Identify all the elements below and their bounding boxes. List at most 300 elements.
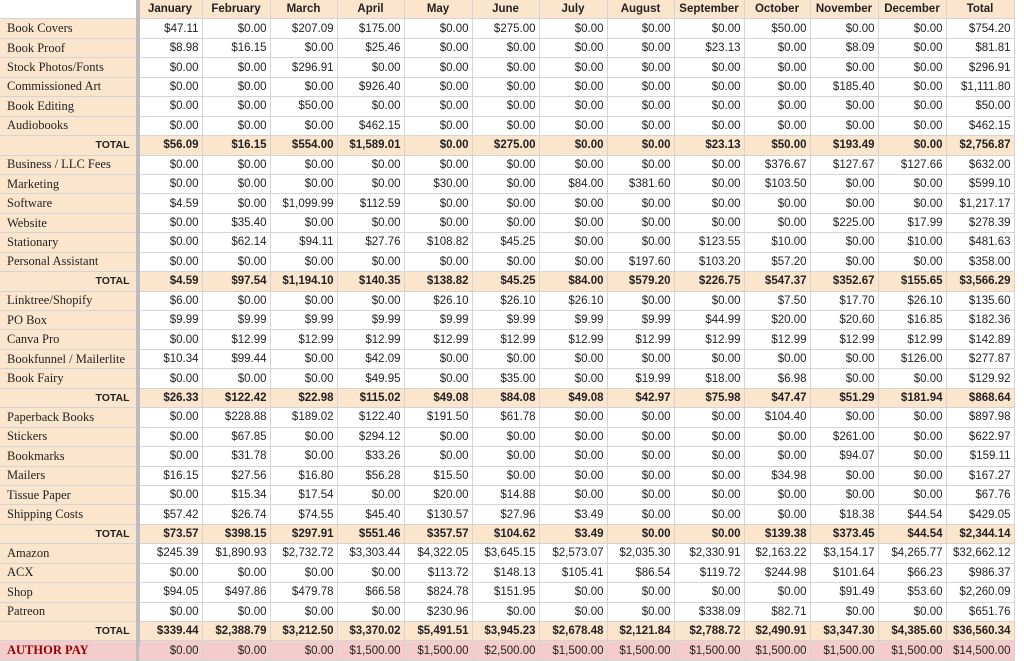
value-cell[interactable]: $148.13 xyxy=(472,563,539,582)
value-cell[interactable]: $0.00 xyxy=(674,58,744,77)
row-label-cell[interactable]: Marketing xyxy=(0,174,137,193)
value-cell[interactable]: $26.10 xyxy=(404,291,472,310)
value-cell[interactable]: $3.49 xyxy=(539,505,607,524)
value-cell[interactable]: $12.99 xyxy=(539,330,607,349)
value-cell[interactable]: $0.00 xyxy=(878,116,946,135)
value-cell[interactable]: $20.00 xyxy=(744,311,810,330)
value-cell[interactable]: $12.99 xyxy=(878,330,946,349)
value-cell[interactable]: $0.00 xyxy=(404,116,472,135)
value-cell[interactable]: $0.00 xyxy=(744,447,810,466)
value-cell[interactable]: $18.00 xyxy=(674,369,744,388)
value-cell[interactable]: $2,678.48 xyxy=(539,622,607,641)
value-cell[interactable]: $49.95 xyxy=(337,369,404,388)
value-cell[interactable]: $0.00 xyxy=(810,174,878,193)
value-cell[interactable]: $0.00 xyxy=(472,447,539,466)
value-cell[interactable]: $17.70 xyxy=(810,291,878,310)
value-cell[interactable]: $0.00 xyxy=(607,447,674,466)
value-cell[interactable]: $94.11 xyxy=(270,233,337,252)
value-cell[interactable]: $7.50 xyxy=(744,291,810,310)
value-cell[interactable]: $0.00 xyxy=(202,602,270,621)
value-cell[interactable]: $0.00 xyxy=(539,602,607,621)
row-label-cell[interactable]: TOTAL xyxy=(0,272,137,291)
value-cell[interactable]: $0.00 xyxy=(472,97,539,116)
value-cell[interactable]: $12.99 xyxy=(404,330,472,349)
value-cell[interactable]: $0.00 xyxy=(404,136,472,155)
value-cell[interactable]: $0.00 xyxy=(539,485,607,504)
value-cell[interactable]: $18.38 xyxy=(810,505,878,524)
value-cell[interactable]: $0.00 xyxy=(137,330,202,349)
row-total-cell[interactable]: $135.60 xyxy=(946,291,1014,310)
value-cell[interactable]: $0.00 xyxy=(539,427,607,446)
value-cell[interactable]: $44.99 xyxy=(674,311,744,330)
value-cell[interactable]: $84.00 xyxy=(539,272,607,291)
value-cell[interactable]: $0.00 xyxy=(539,233,607,252)
value-cell[interactable]: $926.40 xyxy=(337,77,404,96)
value-cell[interactable]: $0.00 xyxy=(674,174,744,193)
value-cell[interactable]: $23.13 xyxy=(674,38,744,57)
value-cell[interactable]: $0.00 xyxy=(878,77,946,96)
value-cell[interactable]: $112.59 xyxy=(337,194,404,213)
row-total-cell[interactable]: $429.05 xyxy=(946,505,1014,524)
value-cell[interactable]: $122.42 xyxy=(202,388,270,407)
value-cell[interactable]: $0.00 xyxy=(137,116,202,135)
value-cell[interactable]: $17.99 xyxy=(878,213,946,232)
value-cell[interactable]: $0.00 xyxy=(878,427,946,446)
value-cell[interactable]: $122.40 xyxy=(337,408,404,427)
value-cell[interactable]: $57.20 xyxy=(744,252,810,271)
value-cell[interactable]: $189.02 xyxy=(270,408,337,427)
value-cell[interactable]: $44.54 xyxy=(878,505,946,524)
value-cell[interactable]: $97.54 xyxy=(202,272,270,291)
value-cell[interactable]: $1,500.00 xyxy=(878,641,946,660)
value-cell[interactable]: $73.57 xyxy=(137,524,202,543)
value-cell[interactable]: $91.49 xyxy=(810,583,878,602)
value-cell[interactable]: $0.00 xyxy=(270,213,337,232)
value-cell[interactable]: $1,500.00 xyxy=(810,641,878,660)
row-total-cell[interactable]: $142.89 xyxy=(946,330,1014,349)
value-cell[interactable]: $3,212.50 xyxy=(270,622,337,641)
value-cell[interactable]: $2,121.84 xyxy=(607,622,674,641)
value-cell[interactable]: $0.00 xyxy=(404,427,472,446)
value-cell[interactable]: $3,154.17 xyxy=(810,544,878,563)
month-header-cell[interactable]: February xyxy=(202,0,270,19)
frozen-column-divider[interactable] xyxy=(137,0,140,646)
value-cell[interactable]: $45.25 xyxy=(472,233,539,252)
value-cell[interactable]: $12.99 xyxy=(337,330,404,349)
value-cell[interactable]: $0.00 xyxy=(539,369,607,388)
value-cell[interactable]: $245.39 xyxy=(137,544,202,563)
row-total-cell[interactable]: $622.97 xyxy=(946,427,1014,446)
row-label-cell[interactable]: Software xyxy=(0,194,137,213)
row-total-cell[interactable]: $32,662.12 xyxy=(946,544,1014,563)
value-cell[interactable]: $0.00 xyxy=(539,155,607,174)
value-cell[interactable]: $0.00 xyxy=(607,19,674,38)
row-label-cell[interactable]: Shipping Costs xyxy=(0,505,137,524)
value-cell[interactable]: $0.00 xyxy=(878,38,946,57)
row-total-cell[interactable]: $481.63 xyxy=(946,233,1014,252)
value-cell[interactable]: $0.00 xyxy=(202,97,270,116)
value-cell[interactable]: $0.00 xyxy=(337,252,404,271)
value-cell[interactable]: $138.82 xyxy=(404,272,472,291)
value-cell[interactable]: $9.99 xyxy=(539,311,607,330)
value-cell[interactable]: $0.00 xyxy=(472,58,539,77)
value-cell[interactable]: $0.00 xyxy=(674,213,744,232)
row-total-cell[interactable]: $277.87 xyxy=(946,349,1014,368)
value-cell[interactable]: $27.76 xyxy=(337,233,404,252)
value-cell[interactable]: $230.96 xyxy=(404,602,472,621)
value-cell[interactable]: $127.66 xyxy=(878,155,946,174)
value-cell[interactable]: $197.60 xyxy=(607,252,674,271)
value-cell[interactable]: $0.00 xyxy=(270,174,337,193)
row-total-cell[interactable]: $3,566.29 xyxy=(946,272,1014,291)
value-cell[interactable]: $20.00 xyxy=(404,485,472,504)
value-cell[interactable]: $175.00 xyxy=(337,19,404,38)
value-cell[interactable]: $191.50 xyxy=(404,408,472,427)
row-total-cell[interactable]: $36,560.34 xyxy=(946,622,1014,641)
value-cell[interactable]: $275.00 xyxy=(472,136,539,155)
value-cell[interactable]: $0.00 xyxy=(472,174,539,193)
value-cell[interactable]: $2,330.91 xyxy=(674,544,744,563)
value-cell[interactable]: $10.34 xyxy=(137,349,202,368)
row-total-cell[interactable]: $897.98 xyxy=(946,408,1014,427)
value-cell[interactable]: $0.00 xyxy=(878,19,946,38)
value-cell[interactable]: $0.00 xyxy=(270,155,337,174)
value-cell[interactable]: $47.47 xyxy=(744,388,810,407)
row-total-cell[interactable]: $278.39 xyxy=(946,213,1014,232)
value-cell[interactable]: $0.00 xyxy=(539,194,607,213)
value-cell[interactable]: $357.57 xyxy=(404,524,472,543)
value-cell[interactable]: $57.42 xyxy=(137,505,202,524)
value-cell[interactable]: $8.98 xyxy=(137,38,202,57)
row-total-cell[interactable]: $81.81 xyxy=(946,38,1014,57)
value-cell[interactable]: $4,322.05 xyxy=(404,544,472,563)
row-label-cell[interactable]: TOTAL xyxy=(0,136,137,155)
value-cell[interactable]: $3,347.30 xyxy=(810,622,878,641)
value-cell[interactable]: $33.26 xyxy=(337,447,404,466)
value-cell[interactable]: $20.60 xyxy=(810,311,878,330)
value-cell[interactable]: $0.00 xyxy=(607,58,674,77)
value-cell[interactable]: $0.00 xyxy=(472,116,539,135)
value-cell[interactable]: $0.00 xyxy=(744,116,810,135)
value-cell[interactable]: $0.00 xyxy=(137,369,202,388)
value-cell[interactable]: $16.15 xyxy=(202,38,270,57)
value-cell[interactable]: $0.00 xyxy=(539,38,607,57)
value-cell[interactable]: $67.85 xyxy=(202,427,270,446)
month-header-cell[interactable]: July xyxy=(539,0,607,19)
value-cell[interactable]: $0.00 xyxy=(137,563,202,582)
value-cell[interactable]: $275.00 xyxy=(472,19,539,38)
value-cell[interactable]: $119.72 xyxy=(674,563,744,582)
month-header-cell[interactable]: January xyxy=(137,0,202,19)
value-cell[interactable]: $0.00 xyxy=(607,485,674,504)
value-cell[interactable]: $101.64 xyxy=(810,563,878,582)
value-cell[interactable]: $0.00 xyxy=(674,291,744,310)
value-cell[interactable]: $0.00 xyxy=(137,233,202,252)
value-cell[interactable]: $56.09 xyxy=(137,136,202,155)
value-cell[interactable]: $339.44 xyxy=(137,622,202,641)
value-cell[interactable]: $75.98 xyxy=(674,388,744,407)
value-cell[interactable]: $84.08 xyxy=(472,388,539,407)
row-total-cell[interactable]: $462.15 xyxy=(946,116,1014,135)
value-cell[interactable]: $0.00 xyxy=(472,349,539,368)
value-cell[interactable]: $0.00 xyxy=(270,38,337,57)
value-cell[interactable]: $0.00 xyxy=(539,252,607,271)
row-label-cell[interactable]: TOTAL xyxy=(0,388,137,407)
value-cell[interactable]: $0.00 xyxy=(337,291,404,310)
row-label-cell[interactable]: AUTHOR PAY xyxy=(0,641,137,660)
value-cell[interactable]: $0.00 xyxy=(744,77,810,96)
value-cell[interactable]: $0.00 xyxy=(674,447,744,466)
value-cell[interactable]: $0.00 xyxy=(674,97,744,116)
value-cell[interactable]: $9.99 xyxy=(270,311,337,330)
value-cell[interactable]: $0.00 xyxy=(337,602,404,621)
value-cell[interactable]: $30.00 xyxy=(404,174,472,193)
value-cell[interactable]: $398.15 xyxy=(202,524,270,543)
value-cell[interactable]: $50.00 xyxy=(744,136,810,155)
value-cell[interactable]: $0.00 xyxy=(810,602,878,621)
value-cell[interactable]: $0.00 xyxy=(202,563,270,582)
value-cell[interactable]: $14.88 xyxy=(472,485,539,504)
value-cell[interactable]: $35.40 xyxy=(202,213,270,232)
value-cell[interactable]: $0.00 xyxy=(878,194,946,213)
value-cell[interactable]: $113.72 xyxy=(404,563,472,582)
value-cell[interactable]: $0.00 xyxy=(674,583,744,602)
value-cell[interactable]: $0.00 xyxy=(539,408,607,427)
value-cell[interactable]: $155.65 xyxy=(878,272,946,291)
value-cell[interactable]: $0.00 xyxy=(202,291,270,310)
value-cell[interactable]: $0.00 xyxy=(878,447,946,466)
value-cell[interactable]: $0.00 xyxy=(337,485,404,504)
value-cell[interactable]: $0.00 xyxy=(270,447,337,466)
value-cell[interactable]: $19.99 xyxy=(607,369,674,388)
month-header-cell[interactable]: September xyxy=(674,0,744,19)
value-cell[interactable]: $6.00 xyxy=(137,291,202,310)
value-cell[interactable]: $26.10 xyxy=(539,291,607,310)
value-cell[interactable]: $0.00 xyxy=(878,174,946,193)
value-cell[interactable]: $56.28 xyxy=(337,466,404,485)
value-cell[interactable]: $0.00 xyxy=(810,349,878,368)
value-cell[interactable]: $547.37 xyxy=(744,272,810,291)
value-cell[interactable]: $0.00 xyxy=(539,349,607,368)
row-label-cell[interactable]: TOTAL xyxy=(0,524,137,543)
value-cell[interactable]: $226.75 xyxy=(674,272,744,291)
value-cell[interactable]: $0.00 xyxy=(674,427,744,446)
value-cell[interactable]: $225.00 xyxy=(810,213,878,232)
value-cell[interactable]: $1,500.00 xyxy=(539,641,607,660)
value-cell[interactable]: $103.50 xyxy=(744,174,810,193)
value-cell[interactable]: $1,890.93 xyxy=(202,544,270,563)
value-cell[interactable]: $1,500.00 xyxy=(607,641,674,660)
row-label-cell[interactable]: Personal Assistant xyxy=(0,252,137,271)
value-cell[interactable]: $2,490.91 xyxy=(744,622,810,641)
value-cell[interactable]: $15.50 xyxy=(404,466,472,485)
row-label-cell[interactable]: Book Editing xyxy=(0,97,137,116)
value-cell[interactable]: $127.67 xyxy=(810,155,878,174)
value-cell[interactable]: $103.20 xyxy=(674,252,744,271)
value-cell[interactable]: $0.00 xyxy=(202,19,270,38)
value-cell[interactable]: $0.00 xyxy=(607,116,674,135)
row-total-cell[interactable]: $632.00 xyxy=(946,155,1014,174)
value-cell[interactable]: $74.55 xyxy=(270,505,337,524)
value-cell[interactable]: $0.00 xyxy=(137,174,202,193)
value-cell[interactable]: $0.00 xyxy=(137,252,202,271)
value-cell[interactable]: $0.00 xyxy=(744,97,810,116)
row-total-cell[interactable]: $296.91 xyxy=(946,58,1014,77)
value-cell[interactable]: $35.00 xyxy=(472,369,539,388)
value-cell[interactable]: $0.00 xyxy=(137,427,202,446)
value-cell[interactable]: $0.00 xyxy=(674,466,744,485)
value-cell[interactable]: $0.00 xyxy=(744,58,810,77)
value-cell[interactable]: $16.80 xyxy=(270,466,337,485)
value-cell[interactable]: $9.99 xyxy=(404,311,472,330)
value-cell[interactable]: $0.00 xyxy=(810,97,878,116)
value-cell[interactable]: $297.91 xyxy=(270,524,337,543)
value-cell[interactable]: $0.00 xyxy=(878,466,946,485)
value-cell[interactable]: $61.78 xyxy=(472,408,539,427)
value-cell[interactable]: $0.00 xyxy=(674,19,744,38)
value-cell[interactable]: $0.00 xyxy=(674,408,744,427)
value-cell[interactable]: $82.71 xyxy=(744,602,810,621)
row-total-cell[interactable]: $182.36 xyxy=(946,311,1014,330)
value-cell[interactable]: $0.00 xyxy=(744,213,810,232)
value-cell[interactable]: $0.00 xyxy=(744,505,810,524)
value-cell[interactable]: $0.00 xyxy=(472,194,539,213)
value-cell[interactable]: $0.00 xyxy=(539,136,607,155)
value-cell[interactable]: $0.00 xyxy=(539,97,607,116)
value-cell[interactable]: $99.44 xyxy=(202,349,270,368)
row-total-cell[interactable]: $159.11 xyxy=(946,447,1014,466)
value-cell[interactable]: $16.15 xyxy=(202,136,270,155)
value-cell[interactable]: $0.00 xyxy=(137,485,202,504)
value-cell[interactable]: $0.00 xyxy=(744,485,810,504)
value-cell[interactable]: $0.00 xyxy=(137,155,202,174)
value-cell[interactable]: $27.96 xyxy=(472,505,539,524)
value-cell[interactable]: $9.99 xyxy=(202,311,270,330)
value-cell[interactable]: $0.00 xyxy=(878,58,946,77)
row-label-cell[interactable]: Stock Photos/Fonts xyxy=(0,58,137,77)
value-cell[interactable]: $0.00 xyxy=(270,77,337,96)
value-cell[interactable]: $4,385.60 xyxy=(878,622,946,641)
value-cell[interactable]: $579.20 xyxy=(607,272,674,291)
row-label-cell[interactable]: Stationary xyxy=(0,233,137,252)
value-cell[interactable]: $0.00 xyxy=(137,77,202,96)
row-label-cell[interactable]: Stickers xyxy=(0,427,137,446)
value-cell[interactable]: $0.00 xyxy=(810,194,878,213)
value-cell[interactable]: $0.00 xyxy=(674,485,744,504)
row-label-cell[interactable]: Patreon xyxy=(0,602,137,621)
month-header-cell[interactable]: December xyxy=(878,0,946,19)
value-cell[interactable]: $0.00 xyxy=(137,58,202,77)
row-total-cell[interactable]: $868.64 xyxy=(946,388,1014,407)
value-cell[interactable]: $462.15 xyxy=(337,116,404,135)
value-cell[interactable]: $45.25 xyxy=(472,272,539,291)
value-cell[interactable]: $0.00 xyxy=(137,602,202,621)
value-cell[interactable]: $261.00 xyxy=(810,427,878,446)
value-cell[interactable]: $0.00 xyxy=(202,252,270,271)
value-cell[interactable]: $185.40 xyxy=(810,77,878,96)
value-cell[interactable]: $0.00 xyxy=(810,408,878,427)
value-cell[interactable]: $0.00 xyxy=(539,58,607,77)
value-cell[interactable]: $338.09 xyxy=(674,602,744,621)
row-total-cell[interactable]: $1,217.17 xyxy=(946,194,1014,213)
row-total-cell[interactable]: $651.76 xyxy=(946,602,1014,621)
value-cell[interactable]: $10.00 xyxy=(878,233,946,252)
row-label-cell[interactable]: Bookmarks xyxy=(0,447,137,466)
month-header-cell[interactable]: October xyxy=(744,0,810,19)
value-cell[interactable]: $207.09 xyxy=(270,19,337,38)
row-label-cell[interactable]: Book Covers xyxy=(0,19,137,38)
value-cell[interactable]: $126.00 xyxy=(878,349,946,368)
value-cell[interactable]: $228.88 xyxy=(202,408,270,427)
value-cell[interactable]: $181.94 xyxy=(878,388,946,407)
row-label-cell[interactable]: Mailers xyxy=(0,466,137,485)
value-cell[interactable]: $3,370.02 xyxy=(337,622,404,641)
value-cell[interactable]: $0.00 xyxy=(472,155,539,174)
row-total-cell[interactable]: $599.10 xyxy=(946,174,1014,193)
row-label-cell[interactable]: Bookfunnel / Mailerlite xyxy=(0,349,137,368)
value-cell[interactable]: $45.40 xyxy=(337,505,404,524)
value-cell[interactable]: $66.58 xyxy=(337,583,404,602)
value-cell[interactable]: $0.00 xyxy=(810,252,878,271)
value-cell[interactable]: $0.00 xyxy=(404,38,472,57)
value-cell[interactable]: $16.85 xyxy=(878,311,946,330)
value-cell[interactable]: $105.41 xyxy=(539,563,607,582)
value-cell[interactable]: $0.00 xyxy=(202,194,270,213)
value-cell[interactable]: $0.00 xyxy=(270,641,337,660)
value-cell[interactable]: $0.00 xyxy=(810,58,878,77)
value-cell[interactable]: $0.00 xyxy=(744,427,810,446)
value-cell[interactable]: $0.00 xyxy=(270,563,337,582)
value-cell[interactable]: $108.82 xyxy=(404,233,472,252)
value-cell[interactable]: $0.00 xyxy=(202,369,270,388)
value-cell[interactable]: $0.00 xyxy=(270,602,337,621)
value-cell[interactable]: $15.34 xyxy=(202,485,270,504)
row-label-cell[interactable]: Book Proof xyxy=(0,38,137,57)
value-cell[interactable]: $3,645.15 xyxy=(472,544,539,563)
value-cell[interactable]: $49.08 xyxy=(539,388,607,407)
value-cell[interactable]: $1,500.00 xyxy=(744,641,810,660)
row-total-cell[interactable]: $358.00 xyxy=(946,252,1014,271)
value-cell[interactable]: $0.00 xyxy=(607,77,674,96)
value-cell[interactable]: $0.00 xyxy=(404,213,472,232)
row-label-cell[interactable]: Linktree/Shopify xyxy=(0,291,137,310)
value-cell[interactable]: $1,194.10 xyxy=(270,272,337,291)
value-cell[interactable]: $0.00 xyxy=(472,77,539,96)
month-header-cell[interactable]: June xyxy=(472,0,539,19)
row-total-cell[interactable]: $129.92 xyxy=(946,369,1014,388)
value-cell[interactable]: $0.00 xyxy=(607,583,674,602)
row-label-cell[interactable]: Shop xyxy=(0,583,137,602)
value-cell[interactable]: $12.99 xyxy=(202,330,270,349)
value-cell[interactable]: $2,388.79 xyxy=(202,622,270,641)
value-cell[interactable]: $0.00 xyxy=(404,77,472,96)
row-label-cell[interactable]: Website xyxy=(0,213,137,232)
value-cell[interactable]: $0.00 xyxy=(810,233,878,252)
value-cell[interactable]: $53.60 xyxy=(878,583,946,602)
value-cell[interactable]: $0.00 xyxy=(810,19,878,38)
value-cell[interactable]: $0.00 xyxy=(539,213,607,232)
value-cell[interactable]: $10.00 xyxy=(744,233,810,252)
row-total-cell[interactable]: $14,500.00 xyxy=(946,641,1014,660)
value-cell[interactable]: $0.00 xyxy=(744,38,810,57)
value-cell[interactable]: $551.46 xyxy=(337,524,404,543)
row-total-cell[interactable]: $2,260.09 xyxy=(946,583,1014,602)
value-cell[interactable]: $0.00 xyxy=(810,369,878,388)
value-cell[interactable]: $0.00 xyxy=(674,155,744,174)
value-cell[interactable]: $4.59 xyxy=(137,272,202,291)
value-cell[interactable]: $0.00 xyxy=(607,291,674,310)
value-cell[interactable]: $27.56 xyxy=(202,466,270,485)
